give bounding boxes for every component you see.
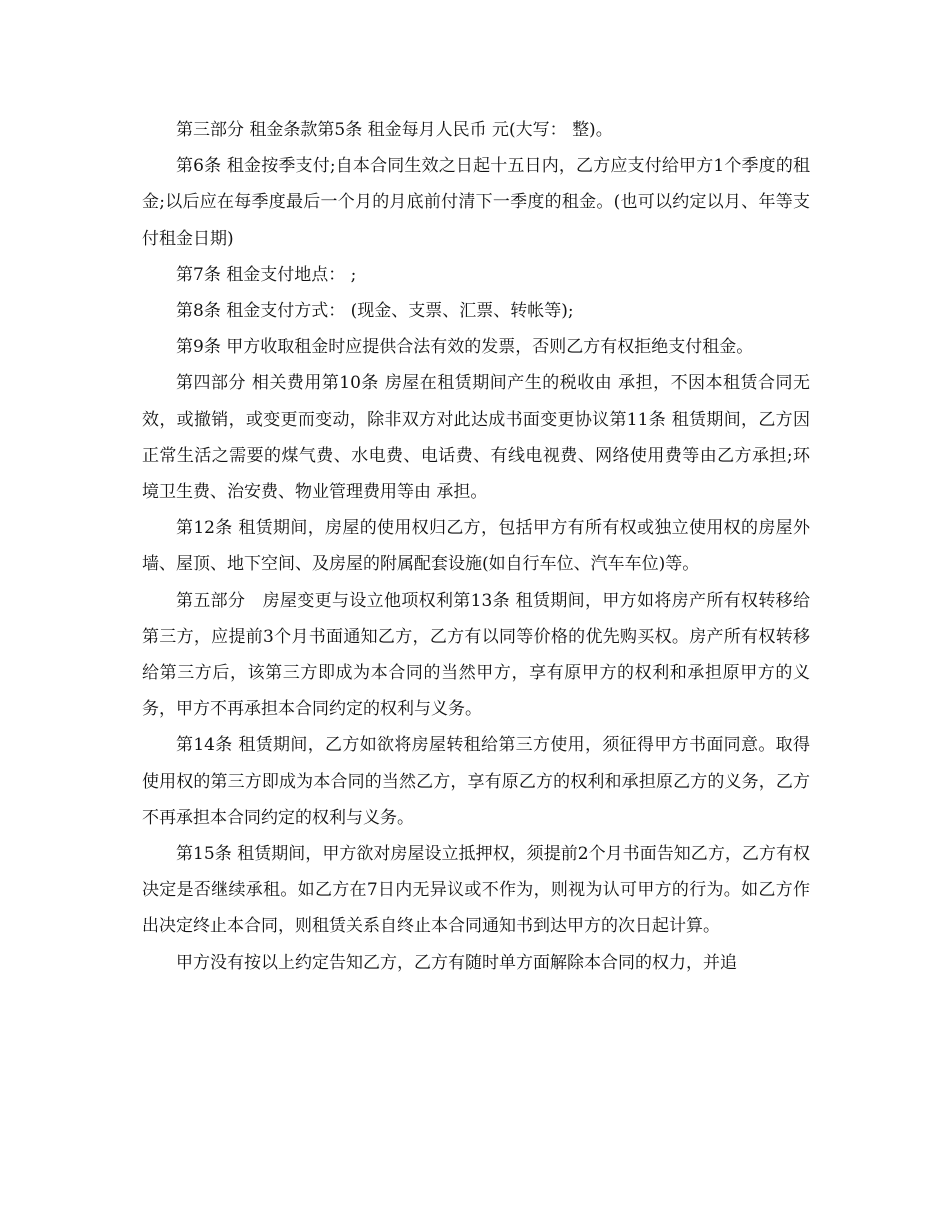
contract-text-body [142,112,810,981]
paragraph-part5-property-change: 第五部分 房屋变更与设立他项权利第13条 租赁期间，甲方如将房产所有权转移给第三方，应提前3个月书面通知乙方，乙方有以同等价格的优先购买权。房产所有权转移给第三方后，该第三方即成为本合同的当然甲方，享有原甲方的权利和承担原甲方的义务，甲方不再承担本合同约定的权利与义务。 [142,590,810,720]
paragraph-article-8: 第8条 租金支付方式： (现金、支票、汇票、转帐等); [176,301,574,322]
paragraph-part4-related-fees: 第四部分 相关费用第10条 房屋在租赁期间产生的税收由 承担，不因本租赁合同无效，或撤销，或变更而变动，除非双方对此达成书面变更协议第11条 租赁期间，乙方因正常生活之需要的煤气费、水电费、电话费、有线电视费、网络使用费等由乙方承担;环境卫生费、治安费、物业管理费用等由 承担。 [142,373,810,503]
paragraph-article-12: 第12条 租赁期间，房屋的使用权归乙方，包括甲方有所有权或独立使用权的房屋外墙、屋顶、地下空间、及房屋的附属配套设施(如自行车位、汽车车位)等。 [142,518,810,575]
paragraph-article-7: 第7条 租金支付地点： ; [176,264,357,285]
paragraph-article-14: 第14条 租赁期间，乙方如欲将房屋转租给第三方使用，须征得甲方书面同意。取得使用权的第三方即成为本合同的当然乙方，享有原乙方的权利和承担原乙方的义务，乙方不再承担本合同约定的权利与义务。 [142,735,810,828]
paragraph-part3-rent-terms: 第三部分 租金条款第5条 租金每月人民币 元(大写： 整)。 [176,120,613,140]
paragraph-article-15: 第15条 租赁期间，甲方欲对房屋设立抵押权，须提前2个月书面告知乙方，乙方有权决定是否继续承租。如乙方在7日内无异议或不作为，则视为认可甲方的行为。如乙方作出决定终止本合同，则租赁关系自终止本合同通知书到达甲方的次日起计算。 [142,844,810,937]
paragraph-notice-clause: 甲方没有按以上约定告知乙方，乙方有随时单方面解除本合同的权力，并追 [176,952,737,973]
paragraph-article-6: 第6条 租金按季支付;自本合同生效之日起十五日内，乙方应支付给甲方1个季度的租金;以后应在每季度最后一个月的月底前付清下一季度的租金。(也可以约定以月、年等支付租金日期) [142,156,810,249]
paragraph-article-9: 第9条 甲方收取租金时应提供合法有效的发票，否则乙方有权拒绝支付租金。 [176,337,754,358]
